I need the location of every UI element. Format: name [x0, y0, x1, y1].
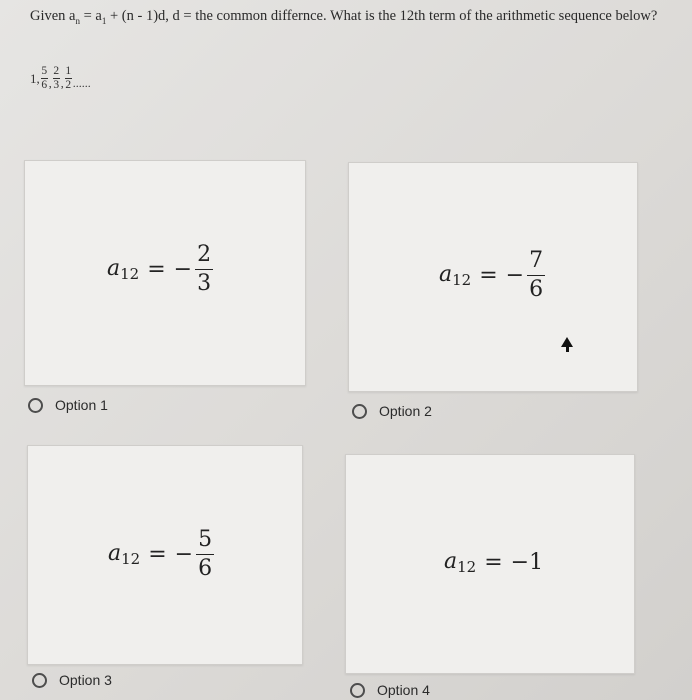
radio-unchecked-icon[interactable] [350, 683, 365, 698]
sequence-first-term: 1, [30, 70, 40, 86]
option-1-choice[interactable] [28, 397, 108, 413]
option-1-label: Option 1 [55, 397, 108, 413]
sequence-term: $\frac{2}{3}$ [53, 65, 60, 91]
option-3-choice[interactable] [32, 672, 112, 688]
option-4-label: Option 4 [377, 682, 430, 698]
radio-unchecked-icon[interactable] [352, 404, 367, 419]
option-2-formula: $a_{12}$ = − 7 6 [439, 248, 544, 302]
mouse-pointer-icon [561, 337, 573, 347]
sequence: 1, $\frac{5}{6}$ , $\frac{2}{3}$ , $\frac{1}{2}$ ...... [30, 65, 91, 91]
option-1-formula: $a_{12}$ = − 2 3 [107, 242, 212, 296]
sequence-term: $\frac{1}{2}$ [65, 65, 72, 91]
sequence-ellipsis: ...... [72, 76, 91, 90]
option-3-formula: $a_{12}$ = − 5 6 [108, 527, 213, 581]
option-2-label: Option 2 [379, 403, 432, 419]
option-2-image-card[interactable] [348, 162, 638, 392]
option-2-choice[interactable] [352, 403, 432, 419]
radio-unchecked-icon[interactable] [32, 673, 47, 688]
option-1-image-card[interactable] [24, 160, 306, 386]
radio-unchecked-icon[interactable] [28, 398, 43, 413]
option-4-formula: $a_{12}$ = −1 [444, 549, 544, 576]
option-3-image-card[interactable] [27, 445, 303, 665]
question-text: Given $a_n = a_1 + (n - 1)d$, d = the common differnce. What is the 12th term of the arithmetic sequence below? [30, 8, 658, 26]
sequence-term: $\frac{5}{6}$ [41, 65, 48, 91]
option-3-label: Option 3 [59, 672, 112, 688]
option-4-choice[interactable] [350, 682, 430, 698]
option-4-image-card[interactable] [345, 454, 635, 674]
